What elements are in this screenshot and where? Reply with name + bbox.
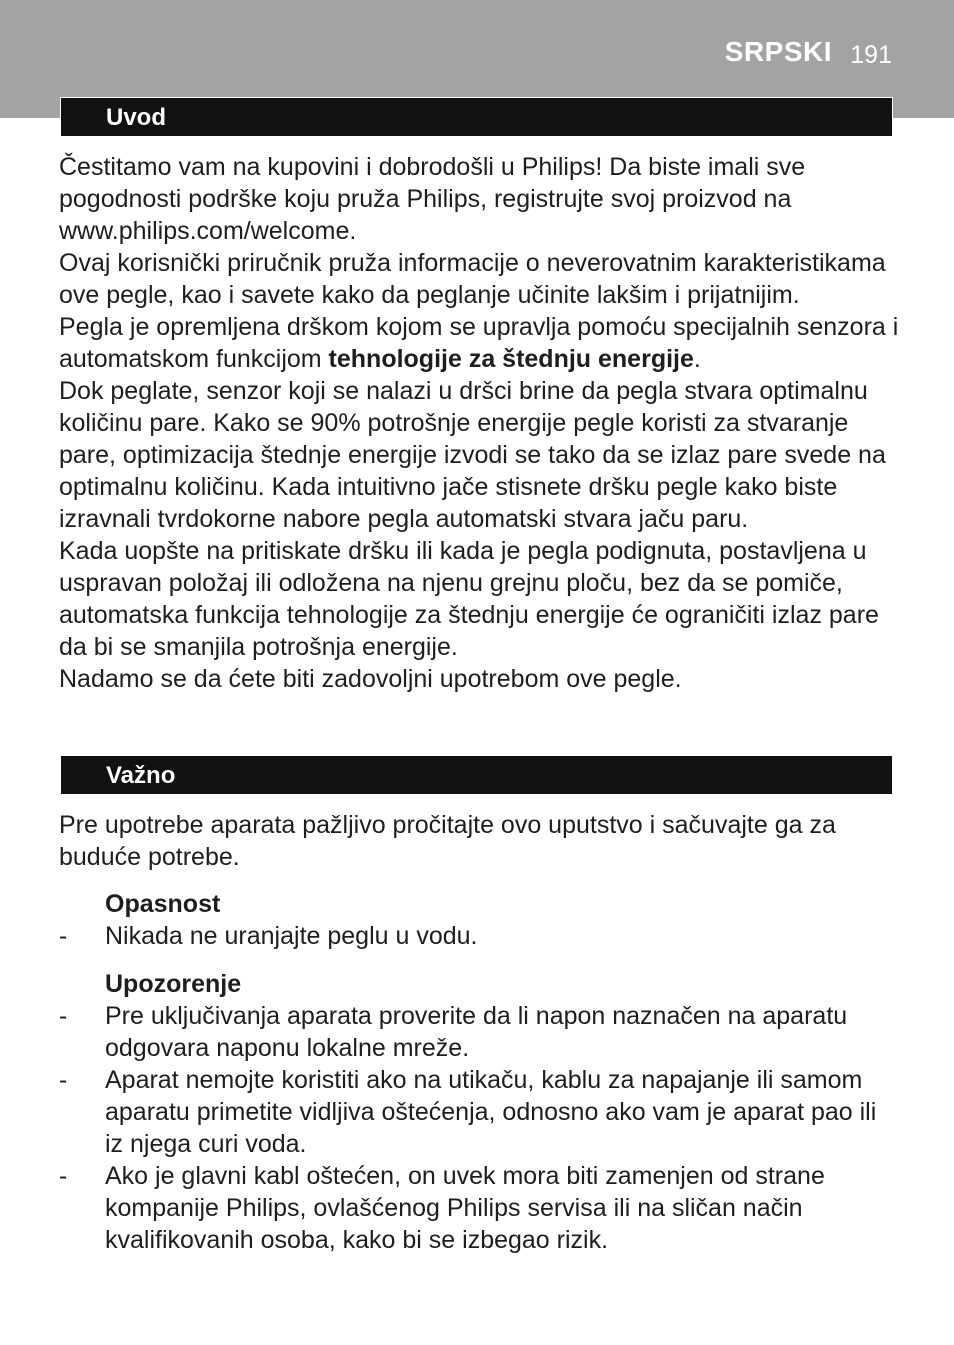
- warning-heading: Upozorenje: [105, 970, 242, 998]
- intro-text: [59, 151, 899, 695]
- section-header-vazno: [60, 755, 893, 795]
- section-header-uvod: [60, 97, 893, 137]
- bold-phrase: tehnologije za štednju energije: [328, 345, 694, 373]
- list-item-text: Pre uključivanja aparata proverite da li napon naznačen na aparatu odgovara naponu lokalne mreže.: [105, 1002, 848, 1062]
- page-number: 191: [850, 41, 892, 69]
- section-title-vazno: Važno: [106, 762, 176, 789]
- paragraph: Ovaj korisnički priručnik pruža informacije o neverovatnim karakteristikama ove pegle, kao i savete kako da peglanje učinite lakšim i prijatnijim.: [59, 249, 886, 309]
- paragraph: Pre upotrebe aparata pažljivo pročitajte ovo uputstvo i sačuvajte ga za buduće potrebe.: [59, 811, 836, 871]
- list-item: [59, 920, 899, 952]
- list-item-text: Nikada ne uranjajte peglu u vodu.: [105, 922, 478, 950]
- paragraph: Kada uopšte na pritiskate dršku ili kada je pegla podignuta, postavljena u uspravan položaj ili odložena na njenu grejnu ploču, bez da se pomiče, automatska funkcija tehnologije za štednju energije će ograničiti izlaz pare da bi se smanjila potrošnja energije.: [59, 537, 879, 661]
- paragraph-text: Pegla je opremljena drškom kojom se upravlja pomoću specijalnih senzora i automatskom funkcijom: [59, 313, 899, 373]
- list-item: [59, 1064, 899, 1160]
- list-item: [59, 1000, 899, 1064]
- paragraph: [59, 311, 899, 375]
- warning-list: [59, 1000, 899, 1256]
- paragraph: Dok peglate, senzor koji se nalazi u dršci brine da pegla stvara optimalnu količinu pare. Kako se 90% potrošnje energije pegle koristi za stvaranje pare, optimizacija štednje energije izvodi se tako da se izlaz pare svede na optimalnu količinu. Kada intuitivno jače stisnete dršku pegle kako biste izravnali tvrdokorne nabore pegla automatski stvara jaču paru.: [59, 377, 886, 533]
- paragraph: Nadamo se da ćete biti zadovoljni upotrebom ove pegle.: [59, 665, 682, 693]
- list-bullet: -: [59, 922, 68, 950]
- list-item-text: Ako je glavni kabl oštećen, on uvek mora biti zamenjen od strane kompanije Philips, ovlašćenog Philips servisa ili na sličan način kvalifikovanih osoba, kako bi se izbegao rizik.: [105, 1162, 825, 1254]
- section-title-uvod: Uvod: [106, 104, 166, 131]
- paragraph: Čestitamo vam na kupovini i dobrodošli u Philips! Da biste imali sve pogodnosti podrške koju pruža Philips, registrujte svoj proizvod na www.philips.com/welcome.: [59, 153, 806, 245]
- paragraph-text: .: [693, 345, 701, 373]
- header-language: SRPSKI: [724, 36, 832, 67]
- list-bullet: -: [59, 1066, 68, 1094]
- list-bullet: -: [59, 1002, 68, 1030]
- list-item-text: Aparat nemojte koristiti ako na utikaču, kablu za napajanje ili samom aparatu primetite vidljiva oštećenja, odnosno ako vam je aparat pao ili iz njega curi voda.: [105, 1066, 877, 1158]
- important-intro: [59, 809, 899, 873]
- list-bullet: -: [59, 1162, 68, 1190]
- danger-list: [59, 920, 899, 952]
- danger-heading: Opasnost: [105, 890, 221, 918]
- list-item: [59, 1160, 899, 1256]
